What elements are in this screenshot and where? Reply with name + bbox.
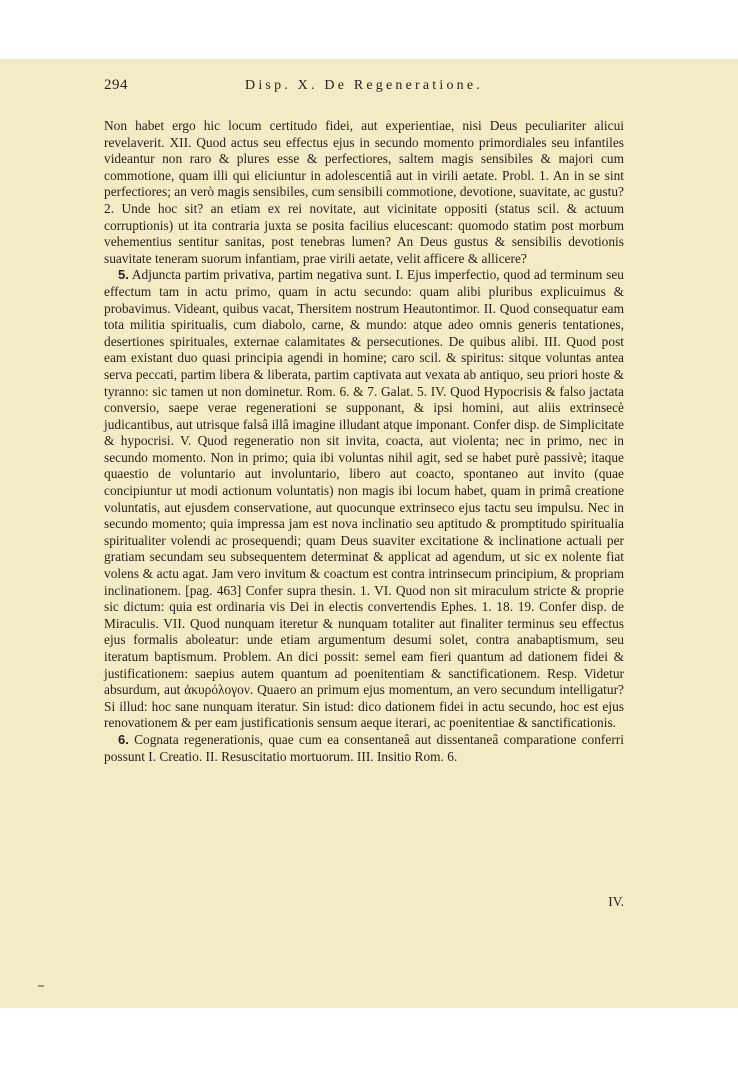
top-margin bbox=[0, 0, 738, 59]
paragraph-text: Adjuncta partim privativa, partim negativa sunt. I. Ejus imperfectio, quod ad terminum seu effectum tam in actu primo, quam in actu secundo: quam alibi pluribus explicuimus & probavimus. Videant, quibus vacat, Thersitem nostrum Heautontimor. II. Quod consequatur eam tota militia spiritualis, cum diabolo, carne, & mundo: atque adeo omnis generis tentationes, desertiones spirituales, externae calamitates & persecutiones. De quibus alibi. III. Quod post eam existant duo quasi principia agendi in homine; caro scil. & spiritus: sitque voluntas antea serva peccati, partim libera & liberata, partim captivata aut vexata ab antiquo, seu priori hoste & tyranno: sic tamen ut non dominetur. Rom. 6. & 7. Galat. 5. IV. Quod Hypocrisis & falso jactata conversio, saepe verae regenerationi se supponant, & ipsi homini, aut aliis extrinsecè judicantibus, aut utrisque falsâ illâ imagine illudant atque imponant. Confer disp. de Simplicitate & hypocrisi. V. Quod regeneratio non sit invita, coacta, aut violenta; nec in primo, nec in secundo momento. Non in primo; quia ibi voluntas nihil agit, sed se habet purè passivè; itaque quaestio de voluntario aut involuntario, libero aut coacto, spontaneo aut invito (quae concipiuntur ut modi actionum voluntatis) non magis ibi locum habet, quam in primâ creatione voluntatis, aut ejusdem conservatione, aut quocunque extrinseco ejus tactu seu impulsu. Nec in secundo momento; quia impressa jam est nova inclinatio seu aptitudo & promptitudo spiritualia spiritualiter volendi ac prosequendi; quam Deus suaviter excitatione & inclinatione actuali per gratiam secundam seu subsequentem determinat & applicat ad agendum, ut sic ex nolente fiat volens & actu agat. Jam vero invitum & coactum est contra intrinsecum principium, & propriam inclinationem. [pag. 463] Confer supra thesin. 1. VI. Quod non sit miraculum stricte & proprie sic dictum: quia est ordinaria vis Dei in electis convertendis Ephes. 1. 18. 19. Confer disp. de Miraculis. VII. Quod nunquam iteretur & nunquam totaliter aut finaliter terminus seu effectus ejus formalis aboleatur: unde etiam argumentum desumi solet, contra anabaptismum, seu iteratum baptismum. Problem. An dici possit: semel eam fieri quantum ad dationem fidei & justificationem: saepius autem quantum ad poenitentiam & sanctificationem. Resp. Videtur absurdum, aut ἀκυρόλογον. Quaero an primum ejus momentum, an vero secundum intelligatur? Si illud: hoc sane nunquam iteratur. Sin istud: dico dationem fidei in actu secundo, hoc est ejus renovationem & per eam justificationis sensum aeque iterari, ac poenitentiae & sanctificationis. bbox=[104, 267, 624, 731]
paragraph-number: 6. bbox=[118, 731, 129, 747]
paragraph-6 bbox=[104, 732, 624, 765]
page-number: 294 bbox=[104, 77, 128, 93]
paragraph-text: Cognata regenerationis, quae cum ea consentaneâ aut dissentaneâ comparatione conferri possunt I. Creatio. II. Resuscitatio mortuorum. III. Insitio Rom. 6. bbox=[104, 731, 624, 764]
running-title: Disp. X. De Regeneratione. bbox=[245, 78, 483, 93]
scan-speck bbox=[38, 985, 44, 987]
body-text bbox=[104, 118, 624, 765]
paragraph-5 bbox=[104, 267, 624, 732]
paragraph-text: Non habet ergo hic locum certitudo fidei, aut experientiae, nisi Deus peculiariter alicui revelaverit. XII. Quod actus seu effectus ejus in secundo momento primordiales seu infantiles videantur non raro & plures esse & perfectiores, saltem magis sensibiles & majori cum commotione, quam illi qui eliciuntur in adolescentiâ aut in virili aetate. Probl. 1. An in se sint perfectiores; an verò magis sensibiles, cum sensibili commotione, devotione, suavitate, ac gustu? 2. Unde hoc sit? an etiam ex rei novitate, aut vicinitate oppositi (status scil. & actuum corruptionis) ut ita contraria juxta se posita facilius elucescant: quomodo statim post morbum vehementius sentitur sanitas, post tenebras lumen? An Deus gustus & sensibilis devotionis suavitate teneram suorum infantiam, prae virili aetate, velit afficere & allicere? bbox=[104, 118, 624, 266]
paragraph-1 bbox=[104, 118, 624, 267]
paragraph-number: 5. bbox=[118, 267, 129, 283]
bottom-margin bbox=[0, 1008, 738, 1068]
catchword: IV. bbox=[608, 894, 624, 909]
page-header bbox=[104, 77, 624, 99]
